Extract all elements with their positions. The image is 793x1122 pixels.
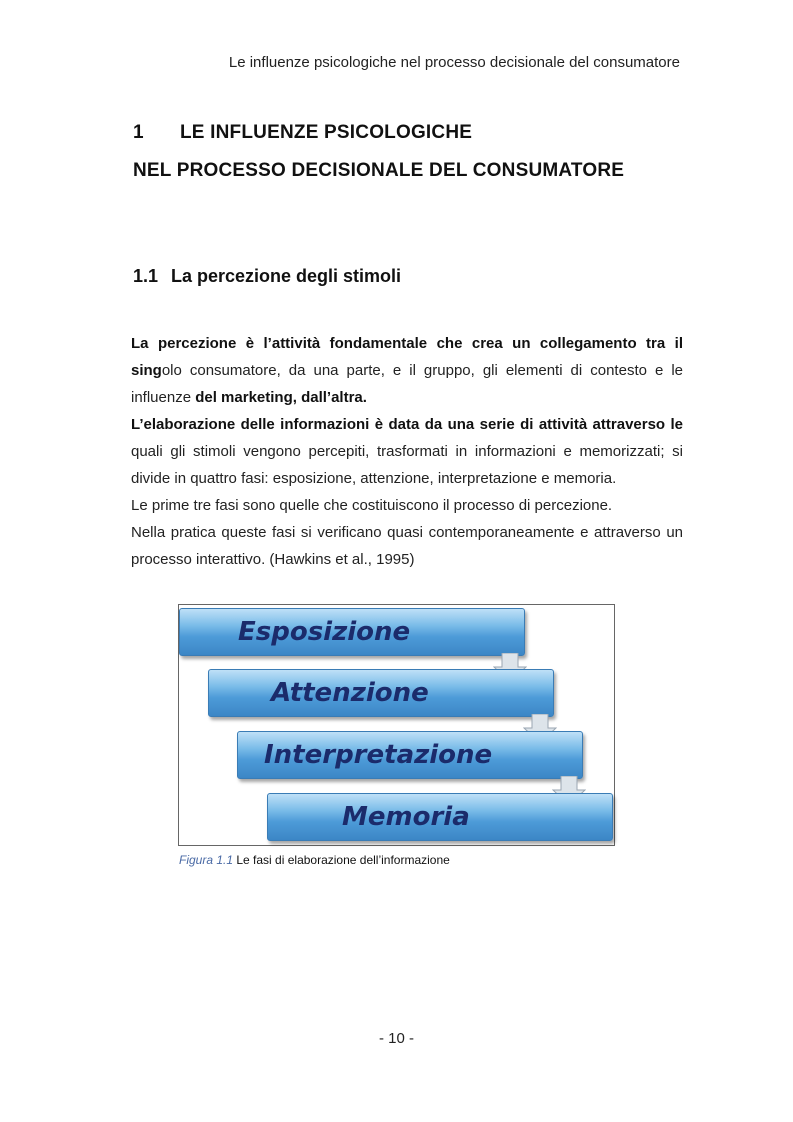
chapter-title-line2: NEL PROCESSO DECISIONALE DEL CONSUMATORE bbox=[133, 160, 625, 181]
paragraph-1-bold: La percezione è l’attività fondamentale che crea un collegamento tra il sing bbox=[131, 335, 683, 379]
figure-process-diagram bbox=[178, 604, 615, 846]
chapter-title-line1: LE INFLUENZE PSICOLOGICHE bbox=[180, 122, 473, 143]
body-text bbox=[131, 330, 683, 573]
chapter-title bbox=[133, 114, 693, 190]
paragraph-1 bbox=[131, 330, 683, 411]
paragraph-1-text: olo consumatore, da una parte, e il gruppo, gli elementi di contesto e le influenze bbox=[131, 362, 683, 406]
step-memoria bbox=[267, 793, 613, 841]
paragraph-2 bbox=[131, 411, 683, 492]
page-number: - 10 - bbox=[378, 1030, 414, 1047]
figure-label: Figura 1.1 bbox=[179, 853, 234, 867]
paragraph-3: Le prime tre fasi sono quelle che costituiscono il processo di percezione. bbox=[131, 497, 613, 514]
step-interpretazione-label: Interpretazione bbox=[264, 740, 493, 770]
section-number: 1.1 bbox=[133, 266, 159, 286]
section-title-text: La percezione degli stimoli bbox=[171, 266, 402, 286]
step-attenzione-label: Attenzione bbox=[271, 678, 429, 708]
step-esposizione-label: Esposizione bbox=[238, 617, 411, 647]
step-memoria-label: Memoria bbox=[342, 802, 470, 832]
section-title bbox=[133, 266, 401, 287]
step-attenzione bbox=[208, 669, 554, 717]
paragraph-1-bold-end: del marketing, dall’altra. bbox=[195, 389, 367, 406]
figure-caption bbox=[179, 853, 450, 867]
step-esposizione bbox=[179, 608, 525, 656]
step-interpretazione bbox=[237, 731, 583, 779]
chapter-number: 1 bbox=[133, 122, 144, 143]
paragraph-4: Nella pratica queste fasi si verificano quasi contemporaneamente e attraverso un processo interattivo. (Hawkins et al., 1995) bbox=[131, 524, 683, 568]
paragraph-2-text: quali gli stimoli vengono percepiti, trasformati in informazioni e memorizzati; si divide in quattro fasi: esposizione, attenzione, interpretazione e memoria. bbox=[131, 443, 683, 487]
running-header: Le influenze psicologiche nel processo decisionale del consumatore bbox=[228, 54, 680, 71]
figure-caption-text: Le fasi di elaborazione dell’informazione bbox=[233, 853, 450, 867]
paragraph-2-bold: L’elaborazione delle informazioni è data da una serie di attività attraverso le bbox=[131, 416, 683, 433]
